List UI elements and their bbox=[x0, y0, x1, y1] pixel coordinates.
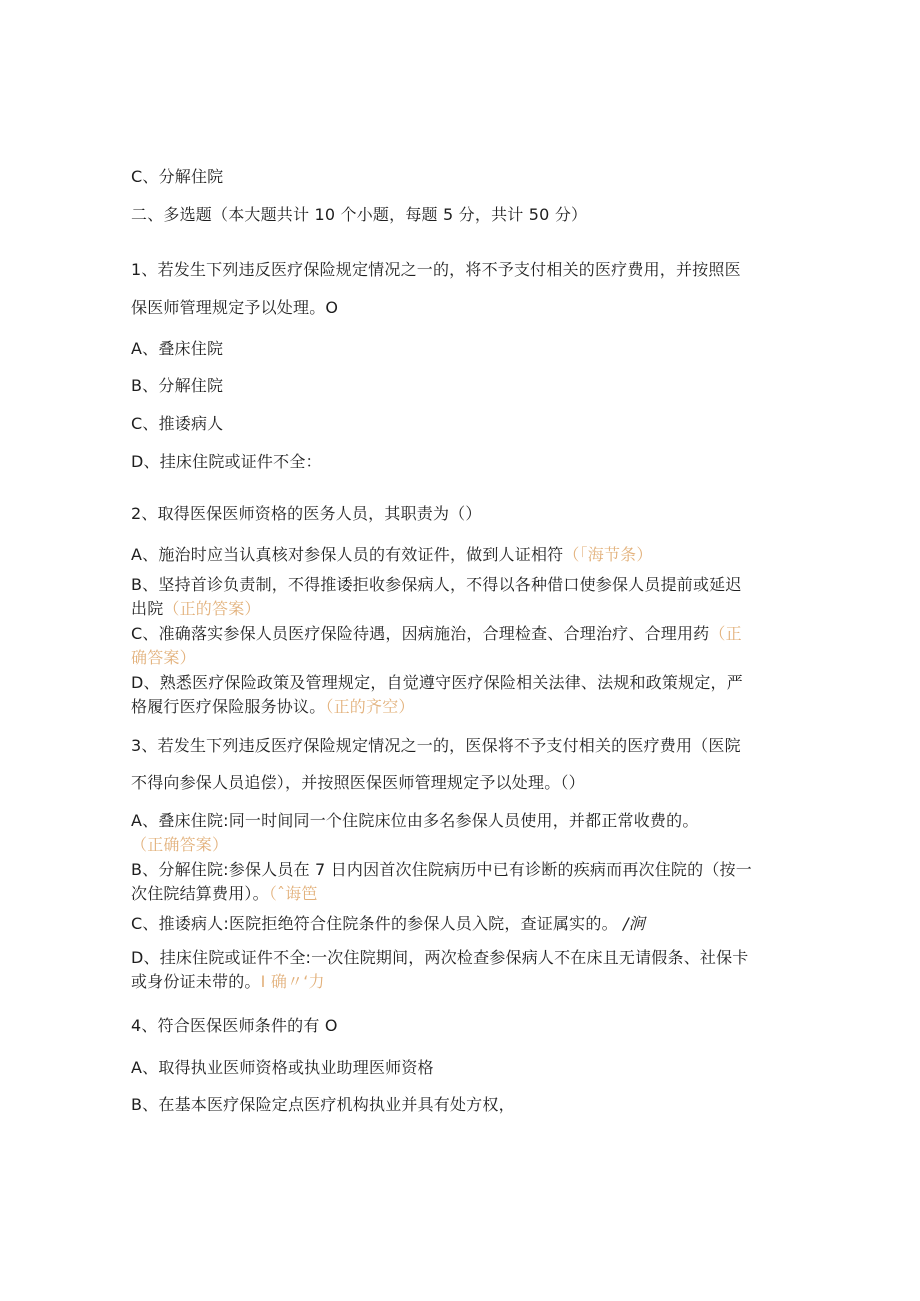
question-2-option-a bbox=[131, 544, 653, 566]
answer-mark: /涧 bbox=[623, 914, 645, 933]
section-heading: 二、多选题（本大题共计 10 个小题，每题 5 分，共计 50 分） bbox=[131, 205, 588, 224]
question-2-option-b-line-2 bbox=[131, 598, 261, 620]
question-3-option-a-line-1: A、叠床住院:同一时间同一个住院床位由多名参保人员使用，并都正常收费的。 bbox=[131, 811, 699, 830]
question-1-stem-line-1: 1、若发生下列违反医疗保险规定情况之一的，将不予支付相关的医疗费用，并按照医 bbox=[131, 260, 741, 279]
question-1-option-d: D、挂床住院或证件不全： bbox=[131, 452, 322, 471]
question-1-option-c: C、推诿病人 bbox=[131, 414, 224, 433]
question-3-stem-line-1: 3、若发生下列违反医疗保险规定情况之一的，医保将不予支付相关的医疗费用（医院 bbox=[131, 736, 741, 755]
question-1-option-b: B、分解住院 bbox=[131, 376, 224, 395]
option-text: 格履行医疗保险服务协议。 bbox=[131, 697, 326, 716]
prev-question-option-c: C、分解住院 bbox=[131, 167, 224, 186]
option-text: 次住院结算费用）。 bbox=[131, 884, 269, 903]
question-2-stem: 2、取得医保医师资格的医务人员，其职责为（） bbox=[131, 504, 482, 523]
option-text: A、施治时应当认真核对参保人员的有效证件，做到人证相符 bbox=[131, 545, 564, 564]
question-4-option-b: B、在基本医疗保险定点医疗机构执业并具有处方权， bbox=[131, 1095, 515, 1114]
answer-mark: I 确〃‘力 bbox=[260, 972, 325, 991]
answer-mark: （ˆ诲笆 bbox=[268, 884, 318, 903]
question-2-option-d-line-2 bbox=[131, 696, 415, 718]
question-3-option-c bbox=[131, 913, 645, 935]
option-text: 出院 bbox=[131, 599, 164, 618]
question-2-option-c-line-2: 确答案） bbox=[131, 648, 196, 667]
option-text: C、准确落实参保人员医疗保险待遇，因病施治，合理检查、合理治疗、合理用药 bbox=[131, 624, 710, 643]
answer-mark: （正的齐空） bbox=[325, 697, 415, 716]
answer-mark: （正的答案） bbox=[163, 599, 261, 618]
option-text: 或身份证未带的。 bbox=[131, 972, 261, 991]
question-2-option-c-line-1 bbox=[131, 623, 742, 645]
question-1-stem-line-2: 保医师管理规定予以处理。O bbox=[131, 298, 339, 317]
answer-mark: （正 bbox=[709, 624, 742, 643]
question-1-option-a: A、叠床住院 bbox=[131, 339, 224, 358]
question-3-option-b-line-2 bbox=[131, 883, 318, 905]
question-2-option-d-line-1: D、熟悉医疗保险政策及管理规定，自觉遵守医疗保险相关法律、法规和政策规定，严 bbox=[131, 673, 743, 692]
question-2-option-b-line-1: B、坚持首诊负责制，不得推诿拒收参保病人，不得以各种借口使参保人员提前或延迟 bbox=[131, 575, 742, 594]
question-3-option-a-answer-mark: （正确答案） bbox=[131, 835, 229, 854]
question-3-option-d-line-1: D、挂床住院或证件不全:一次住院期间，两次检查参保病人不在床且无请假条、社保卡 bbox=[131, 948, 749, 967]
question-3-option-b-line-1: B、分解住院:参保人员在 7 日内因首次住院病历中已有诊断的疾病而再次住院的（按一 bbox=[131, 860, 752, 879]
option-text: C、推诿病人:医院拒绝符合住院条件的参保人员入院，查证属实的。 bbox=[131, 914, 618, 933]
question-3-stem-line-2: 不得向参保人员追偿），并按照医保医师管理规定予以处理。（） bbox=[131, 773, 585, 792]
question-4-stem: 4、符合医保医师条件的有 O bbox=[131, 1016, 338, 1035]
question-4-option-a: A、取得执业医师资格或执业助理医师资格 bbox=[131, 1058, 434, 1077]
answer-mark: （「海节条） bbox=[563, 545, 653, 564]
question-3-option-d-line-2 bbox=[131, 971, 325, 993]
